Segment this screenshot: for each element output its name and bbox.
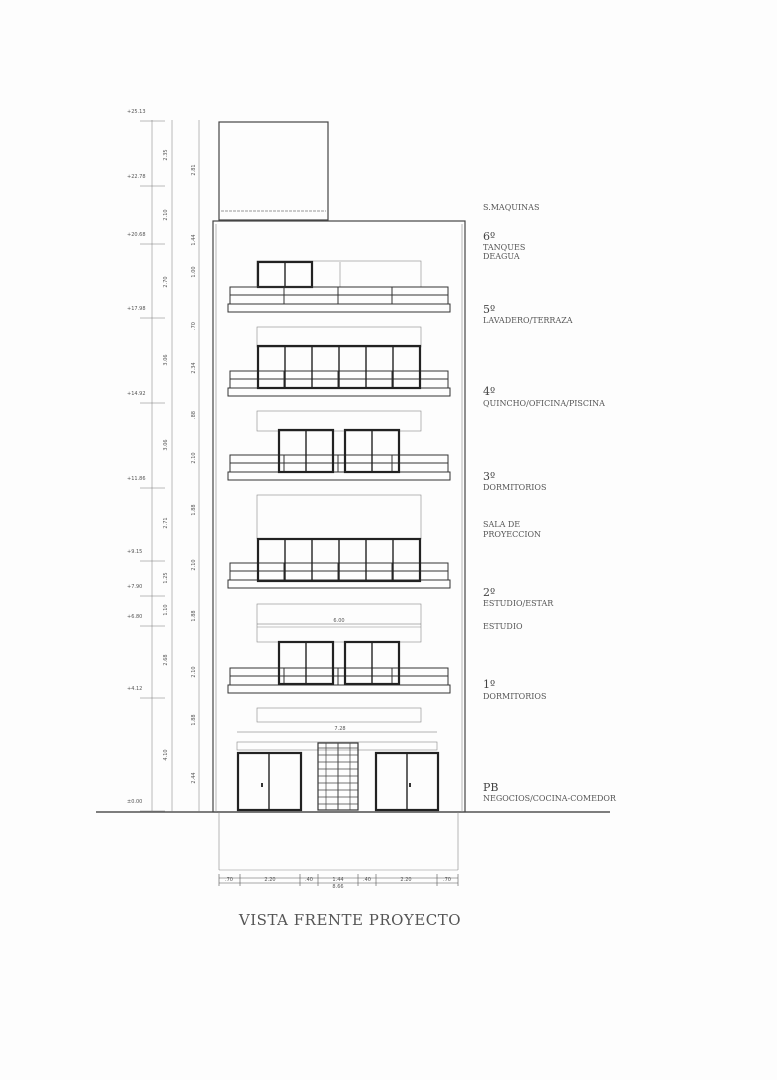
inner-dim-label-3: .70 bbox=[191, 322, 197, 330]
level-sm-use: S.MAQUINAS bbox=[483, 203, 540, 212]
elevation-label-4: +14.92 bbox=[127, 391, 146, 397]
elevation-label-9: +4.12 bbox=[127, 686, 143, 692]
elevation-label-1: +22.78 bbox=[127, 174, 146, 180]
elevation-label-2: +20.68 bbox=[127, 232, 146, 238]
outer-dim-label-4: 3.06 bbox=[163, 439, 169, 451]
level-p4-use: QUINCHO/OFICINA/PISCINA bbox=[483, 399, 605, 408]
level-sp-use2: PROYECCION bbox=[483, 530, 542, 539]
elevations-group bbox=[127, 109, 165, 811]
wall-panel-4 bbox=[257, 411, 421, 431]
inner-dim-label-6: 2.10 bbox=[191, 452, 197, 464]
outer-dim-label-5: 2.71 bbox=[163, 517, 169, 529]
shop-right-door-handle bbox=[409, 783, 411, 787]
inner-dim-label-11: 1.88 bbox=[191, 714, 197, 726]
bottom-dim-label-6: .70 bbox=[443, 877, 451, 883]
elevation-label-3: +17.98 bbox=[127, 306, 146, 312]
outer-dim-label-6: 1.25 bbox=[163, 572, 169, 584]
bottom-dim-label-3: 1.44 bbox=[332, 877, 344, 883]
elevation-label-0: +25.13 bbox=[127, 109, 146, 115]
inner-dim-label-7: 1.88 bbox=[191, 504, 197, 516]
level-p2-use: ESTUDIO/ESTAR bbox=[483, 599, 554, 608]
elevation-label-8: +6.80 bbox=[127, 614, 143, 620]
inner-dim-label-1: 1.44 bbox=[191, 234, 197, 246]
inner-dim-label-5: .88 bbox=[191, 411, 197, 419]
outer-dims-group bbox=[163, 149, 169, 760]
building-outline bbox=[213, 221, 465, 812]
level-es-use: ESTUDIO bbox=[483, 622, 523, 631]
outer-dim-label-2: 2.70 bbox=[163, 276, 169, 288]
inner-dim-label-8: 2.10 bbox=[191, 559, 197, 571]
outer-dim-label-9: 4.10 bbox=[163, 749, 169, 761]
width-upper-label: 6.00 bbox=[333, 618, 345, 624]
level-p6-use: TANQUES bbox=[483, 243, 526, 252]
level-p6-floor: 6º bbox=[483, 230, 496, 243]
inner-dim-label-2: 1.00 bbox=[191, 266, 197, 278]
floor6-wall-panel bbox=[257, 261, 421, 287]
level-p4-floor: 4º bbox=[483, 385, 496, 398]
inner-dim-label-10: 2.10 bbox=[191, 666, 197, 678]
outer-dim-label-8: 2.68 bbox=[163, 654, 169, 666]
outer-dim-label-0: 2.35 bbox=[163, 149, 169, 161]
windows-group bbox=[258, 346, 420, 684]
bottom-dim-label-4: .40 bbox=[363, 877, 371, 883]
bottom-dim-label-0: .70 bbox=[225, 877, 233, 883]
inner-dim-label-4: 2.34 bbox=[191, 362, 197, 374]
outer-dim-label-7: 1.10 bbox=[163, 604, 169, 616]
bottom-dim-label-2: .40 bbox=[305, 877, 313, 883]
level-p1-floor: 1º bbox=[483, 678, 496, 691]
wall-panel-1 bbox=[257, 708, 421, 722]
level-sp-use: SALA DE bbox=[483, 520, 521, 529]
entrance-gate-bars bbox=[318, 743, 358, 810]
level-pb-use: NEGOCIOS/COCINA-COMEDOR bbox=[483, 794, 616, 803]
wall-panel-3 bbox=[257, 495, 421, 539]
inner-dim-label-12: 2.44 bbox=[191, 772, 197, 784]
level-p5-floor: 5º bbox=[483, 303, 496, 316]
level-p2-floor: 2º bbox=[483, 586, 496, 599]
elevation-label-10: ±0.00 bbox=[127, 799, 143, 805]
elevation-label-6: +9.15 bbox=[127, 549, 143, 555]
outer-dim-label-1: 2.10 bbox=[163, 209, 169, 221]
bottom-dim-label-5: 2.20 bbox=[400, 877, 412, 883]
level-p6-use2: DEAGUA bbox=[483, 252, 520, 261]
balcony-4-slab bbox=[228, 388, 450, 396]
width-lower-label: 7.28 bbox=[334, 726, 346, 732]
elevation-label-5: +11.86 bbox=[127, 476, 146, 482]
inner-dim-label-9: 1.88 bbox=[191, 610, 197, 622]
level-p5-use: LAVADERO/TERRAZA bbox=[483, 316, 573, 325]
level-p3-floor: 3º bbox=[483, 470, 496, 483]
drawing-title: VISTA FRENTE PROYECTO bbox=[238, 911, 462, 929]
inner-dims-group bbox=[191, 164, 197, 783]
wall-panel-5 bbox=[257, 327, 421, 347]
elevation-label-7: +7.90 bbox=[127, 584, 143, 590]
shop-left-door-handle bbox=[261, 783, 263, 787]
inner-dim-label-0: 2.81 bbox=[191, 164, 197, 176]
level-labels-group bbox=[483, 203, 617, 803]
machine-room bbox=[219, 122, 328, 220]
level-pb-floor: PB bbox=[483, 781, 499, 794]
bottom-total-label: 8.66 bbox=[332, 884, 344, 890]
balcony-3-slab bbox=[228, 472, 450, 480]
bottom-dim-label-1: 2.20 bbox=[264, 877, 276, 883]
balcony-5-slab bbox=[228, 304, 450, 312]
level-p1-use: DORMITORIOS bbox=[483, 692, 547, 701]
balcony-1-slab bbox=[228, 685, 450, 693]
level-p3-use: DORMITORIOS bbox=[483, 483, 547, 492]
outer-dim-label-3: 3.06 bbox=[163, 354, 169, 366]
